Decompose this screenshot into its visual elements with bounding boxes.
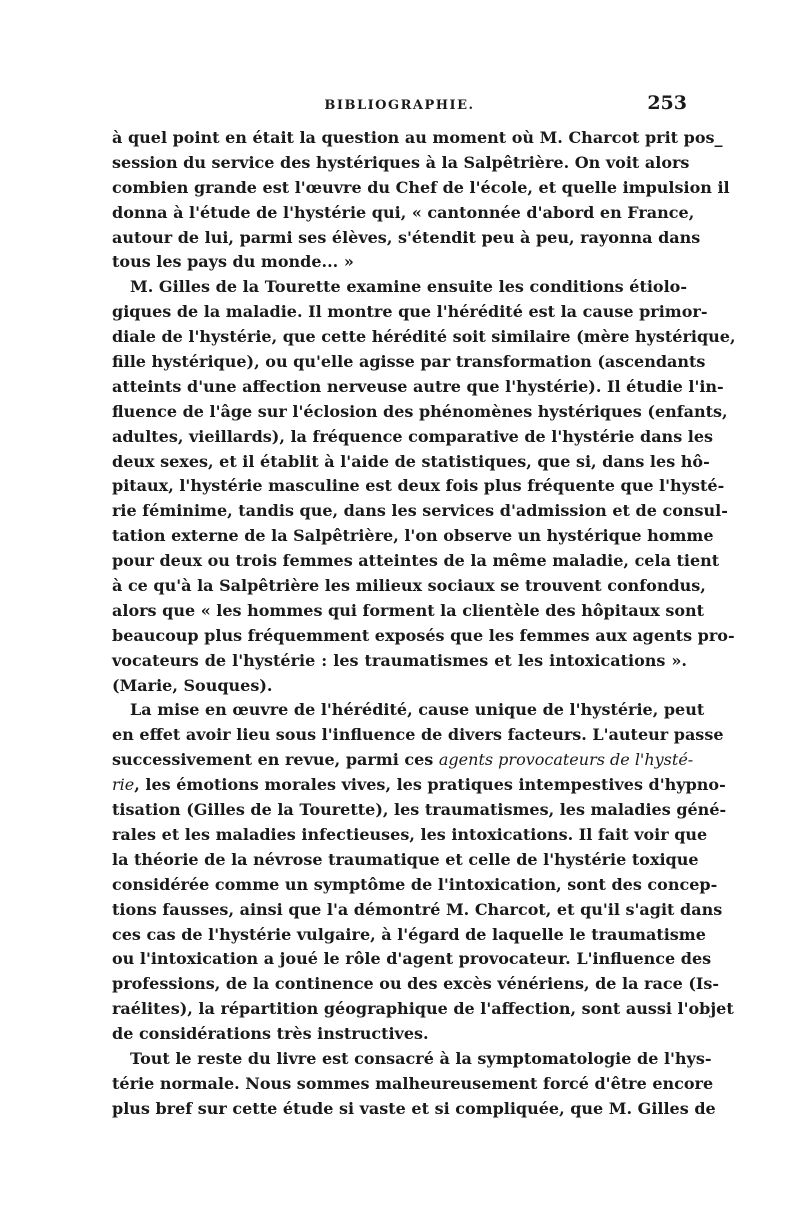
text-line: Tout le reste du livre est consacré à la symptomatologie de l'hys-	[130, 1048, 712, 1068]
text-line: M. Gilles de la Tourette examine ensuite les conditions étiolo-	[130, 277, 687, 297]
running-head	[112, 92, 687, 118]
text-line: professions, de la continence ou des excès vénériens, de la race (Is-	[112, 974, 720, 994]
text-line: en effet avoir lieu sous l'influence de divers facteurs. L'auteur passe	[112, 725, 724, 745]
text-line: térie normale. Nous sommes malheureusement forcé d'être encore	[112, 1073, 714, 1093]
text-line	[112, 773, 726, 798]
text-line: vocateurs de l'hystérie : les traumatismes et les intoxications ».	[112, 650, 687, 670]
text-line: à ce qu'à la Salpêtrière les milieux sociaux se trouvent confondus,	[112, 576, 706, 596]
running-title: BIBLIOGRAPHIE.	[324, 98, 475, 113]
paragraph-2	[112, 275, 736, 698]
body-text	[112, 126, 736, 1122]
text-line: tions fausses, ainsi que l'a démontré M. Charcot, et qu'il s'agit dans	[112, 899, 723, 919]
text-line: rales et les maladies infectieuses, les intoxications. Il fait voir que	[112, 824, 708, 844]
text-line: diale de l'hystérie, que cette hérédité soit similaire (mère hystérique,	[112, 327, 736, 347]
text-line: alors que « les hommes qui forment la clientèle des hôpitaux sont	[112, 600, 705, 620]
italic-phrase: agents provocateurs de l'hysté-	[438, 750, 694, 770]
text-segment: successivement en revue, parmi ces	[112, 750, 439, 770]
text-line: ces cas de l'hystérie vulgaire, à l'égard de laquelle le traumatisme	[112, 924, 706, 944]
text-line: tisation (Gilles de la Tourette), les traumatismes, les maladies géné-	[112, 800, 727, 820]
text-line: pitaux, l'hystérie masculine est deux fois plus fréquente que l'hysté-	[112, 476, 725, 496]
text-line: fille hystérique), ou qu'elle agisse par transformation (ascendants	[112, 352, 706, 372]
text-line: adultes, vieillards), la fréquence comparative de l'hystérie dans les	[112, 426, 714, 446]
text-line: donna à l'étude de l'hystérie qui, « cantonnée d'abord en France,	[112, 202, 695, 222]
text-line: de considérations très instructives.	[112, 1024, 429, 1044]
text-line: la théorie de la névrose traumatique et celle de l'hystérie toxique	[112, 849, 699, 869]
paragraph-4	[112, 1047, 716, 1122]
paragraph-3	[112, 698, 734, 1046]
text-line: autour de lui, parmi ses élèves, s'étendit peu à peu, rayonna dans	[112, 227, 701, 247]
text-segment: , les émotions morales vives, les pratiques intempestives d'hypno-	[134, 775, 726, 795]
text-line: ou l'intoxication a joué le rôle d'agent provocateur. L'influence des	[112, 949, 712, 969]
text-line-with-italic	[112, 748, 694, 773]
paragraph-1	[112, 126, 730, 275]
text-line: session du service des hystériques à la Salpêtrière. On voit alors	[112, 152, 690, 172]
text-line: giques de la maladie. Il montre que l'hérédité est la cause primor-	[112, 302, 708, 322]
text-line: tation externe de la Salpêtrière, l'on observe un hystérique homme	[112, 526, 714, 546]
text-line: considérée comme un symptôme de l'intoxication, sont des concep-	[112, 874, 718, 894]
text-line: La mise en œuvre de l'hérédité, cause unique de l'hystérie, peut	[130, 700, 705, 720]
text-line: tous les pays du monde... »	[112, 252, 354, 272]
text-line: combien grande est l'œuvre du Chef de l'école, et quelle impulsion il	[112, 177, 730, 197]
text-line: beaucoup plus fréquemment exposés que les femmes aux agents pro-	[112, 625, 735, 645]
text-line: à quel point en était la question au moment où M. Charcot prit pos_	[112, 128, 723, 147]
text-line: (Marie, Souques).	[112, 675, 273, 695]
text-line: rie féminime, tandis que, dans les services d'admission et de consul-	[112, 501, 728, 521]
text-line: plus bref sur cette étude si vaste et si compliquée, que M. Gilles de	[112, 1098, 716, 1118]
page-number: 253	[647, 92, 687, 114]
text-line: deux sexes, et il établit à l'aide de statistiques, que si, dans les hô-	[112, 451, 710, 471]
text-line: raélites), la répartition géographique de l'affection, sont aussi l'objet	[112, 999, 734, 1019]
text-line: atteints d'une affection nerveuse autre que l'hystérie). Il étudie l'in-	[112, 376, 724, 396]
text-line: pour deux ou trois femmes atteintes de la même maladie, cela tient	[112, 551, 720, 571]
text-line: fluence de l'âge sur l'éclosion des phénomènes hystériques (enfants,	[112, 401, 728, 421]
italic-phrase-end: rie	[112, 775, 135, 795]
